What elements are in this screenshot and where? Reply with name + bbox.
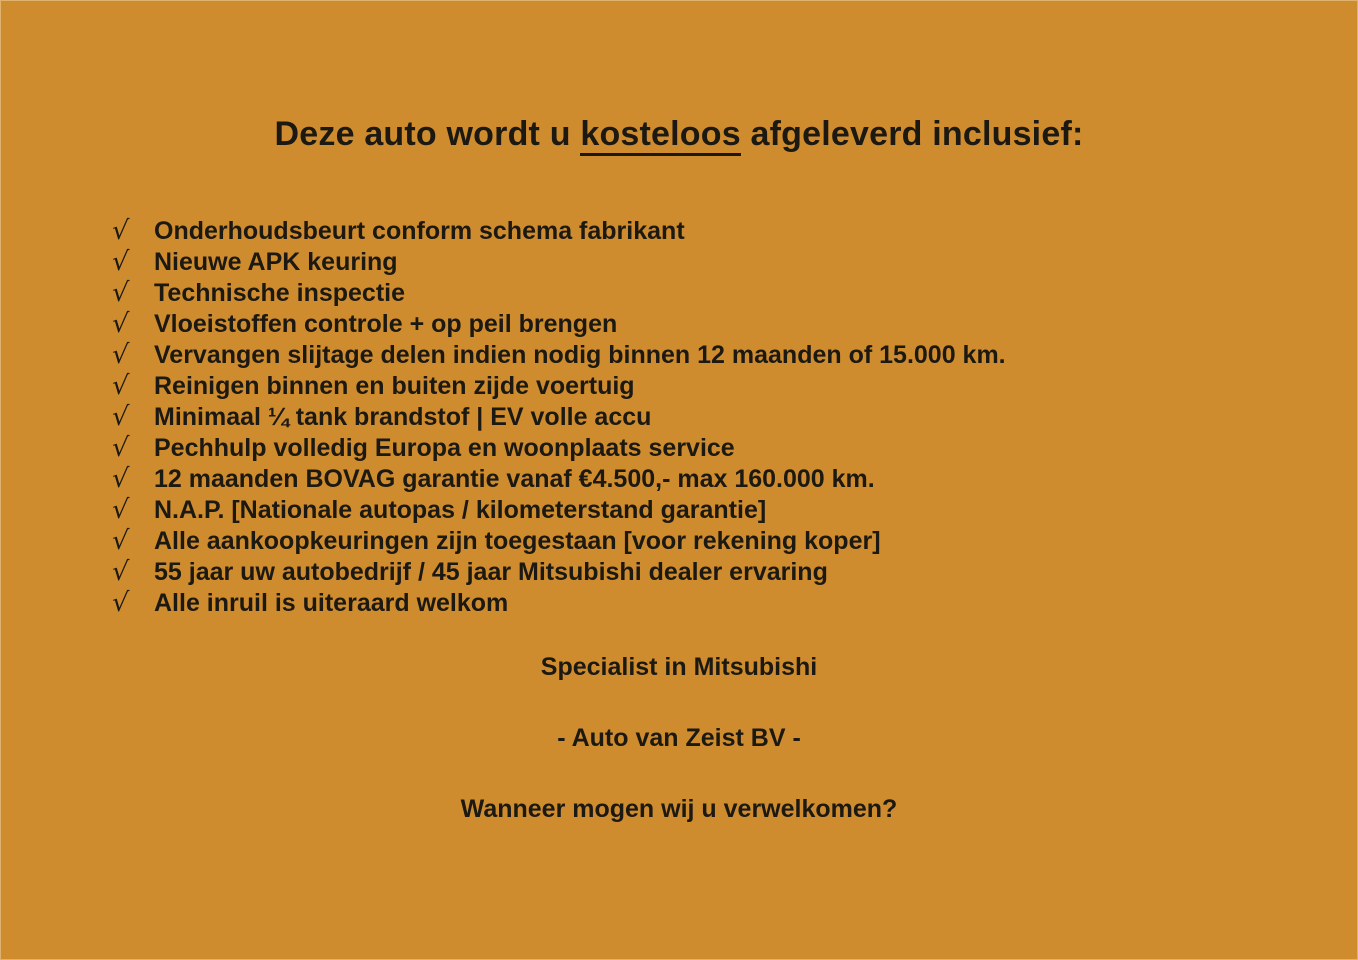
checklist-item-label: Minimaal ¼ tank brandstof | EV volle accu xyxy=(154,403,652,431)
checklist-item xyxy=(112,495,1358,526)
checklist-item xyxy=(112,309,1358,340)
checklist-item-label: N.A.P. [Nationale autopas / kilometerstand garantie] xyxy=(154,496,767,524)
check-icon: √ xyxy=(110,309,130,339)
checklist-item-label: Vloeistoffen controle + op peil brengen xyxy=(154,310,618,338)
page-title xyxy=(0,0,1358,154)
checklist-item xyxy=(112,340,1358,371)
check-icon: √ xyxy=(110,371,130,401)
checklist-item-label: Alle inruil is uiteraard welkom xyxy=(154,589,509,617)
checklist-item-label: Onderhoudsbeurt conform schema fabrikant xyxy=(154,217,685,245)
footer-company-name: - Auto van Zeist BV - xyxy=(557,724,801,752)
check-icon: √ xyxy=(110,247,130,277)
page-title-underlined-word: kosteloos xyxy=(580,115,741,156)
check-icon: √ xyxy=(110,278,130,308)
checklist-item xyxy=(112,371,1358,402)
footer-welcome-question: Wanneer mogen wij u verwelkomen? xyxy=(460,795,898,823)
included-items-checklist xyxy=(112,216,1358,619)
checklist-item xyxy=(112,433,1358,464)
checklist-item-label: Nieuwe APK keuring xyxy=(154,248,398,276)
checklist-item xyxy=(112,464,1358,495)
footer xyxy=(0,652,1358,825)
checklist-item-label: Pechhulp volledig Europa en woonplaats service xyxy=(154,434,735,462)
check-icon: √ xyxy=(110,216,130,246)
check-icon: √ xyxy=(110,340,130,370)
checklist-item-label: 12 maanden BOVAG garantie vanaf €4.500,- max 160.000 km. xyxy=(154,465,875,493)
footer-specialist-line: Specialist in Mitsubishi xyxy=(540,653,818,681)
check-icon: √ xyxy=(110,557,130,587)
page-title-suffix: afgeleverd inclusief: xyxy=(740,115,1084,153)
check-icon: √ xyxy=(110,495,130,525)
checklist-item xyxy=(112,402,1358,433)
checklist-item-label: Technische inspectie xyxy=(154,279,406,307)
check-icon: √ xyxy=(110,526,130,556)
checklist-item-label: Alle aankoopkeuringen zijn toegestaan [voor rekening koper] xyxy=(154,527,881,555)
checklist-item xyxy=(112,216,1358,247)
check-icon: √ xyxy=(110,433,130,463)
checklist-item xyxy=(112,588,1358,619)
checklist-item xyxy=(112,526,1358,557)
checklist-item-label: Reinigen binnen en buiten zijde voertuig xyxy=(154,372,635,400)
check-icon: √ xyxy=(110,588,130,618)
page-title-prefix: Deze auto wordt u xyxy=(274,115,581,153)
check-icon: √ xyxy=(110,402,130,432)
checklist-item xyxy=(112,247,1358,278)
check-icon: √ xyxy=(110,464,130,494)
checklist-item xyxy=(112,557,1358,588)
checklist-item-label: Vervangen slijtage delen indien nodig binnen 12 maanden of 15.000 km. xyxy=(154,341,1006,369)
checklist-item xyxy=(112,278,1358,309)
checklist-item-label: 55 jaar uw autobedrijf / 45 jaar Mitsubishi dealer ervaring xyxy=(154,558,828,586)
